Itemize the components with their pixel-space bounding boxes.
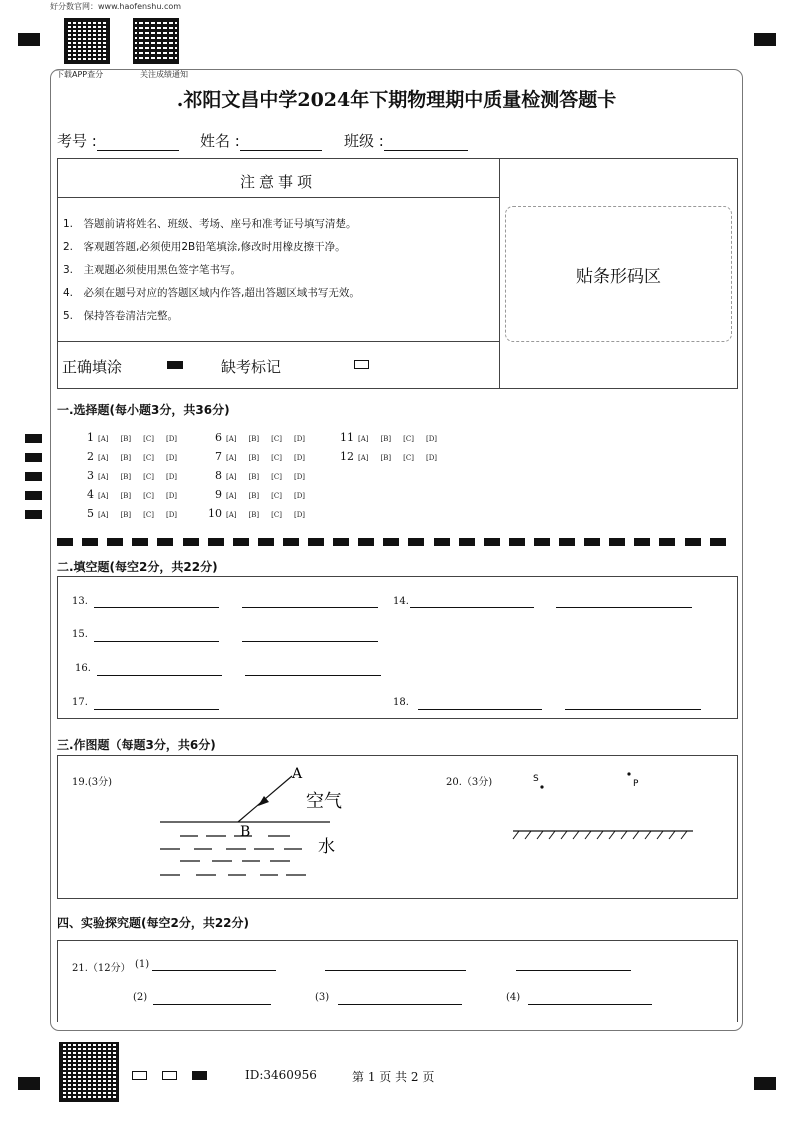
mc-option-bubble[interactable]: [C] (403, 435, 414, 443)
mc-question-row (340, 450, 449, 463)
q20-label: 20.（3分) (446, 777, 493, 788)
absent-label: 缺考标记 (221, 358, 282, 376)
mc-option-bubble[interactable]: [C] (271, 473, 282, 481)
q16-label: 16. (75, 663, 91, 674)
notice-heading: 注意事项 (239, 173, 316, 191)
q14-blank-1[interactable] (410, 607, 534, 608)
mc-option-bubble[interactable]: [D] (425, 435, 438, 443)
sheet-id: ID:3460956 (245, 1068, 317, 1082)
separator-dash (132, 538, 148, 546)
separator-dash (584, 538, 600, 546)
q15-blank-1[interactable] (94, 641, 219, 642)
separator-dash (534, 538, 550, 546)
separator-dash (183, 538, 199, 546)
separator-dash (710, 538, 726, 546)
mc-question-number: 2 (87, 450, 94, 463)
point-b-label: B (240, 824, 251, 840)
mc-question-number: 6 (215, 431, 222, 444)
timing-mark (25, 491, 42, 500)
separator-dash (459, 538, 475, 546)
mc-option-bubble[interactable]: [B] (120, 454, 132, 462)
mc-question-row (208, 488, 317, 501)
separator-dash (57, 538, 73, 546)
timing-mark (25, 434, 42, 443)
separator-dash (383, 538, 399, 546)
mc-option-bubble[interactable]: [A] (98, 454, 109, 462)
separator-dash (82, 538, 98, 546)
mc-question-number: 8 (215, 469, 222, 482)
notice-divider (499, 158, 500, 389)
mc-option-bubble[interactable]: [C] (271, 492, 282, 500)
mc-question-number: 1 (87, 431, 94, 444)
notice-item: 1. 答题前请将姓名、班级、考场、座号和准考证号填写清楚。 (63, 218, 357, 230)
mc-option-bubble[interactable]: [A] (226, 435, 237, 443)
mc-option-bubble[interactable]: [B] (248, 435, 260, 443)
mc-question-row (208, 431, 317, 444)
separator-dash (308, 538, 324, 546)
q21-blank-2[interactable] (153, 1004, 271, 1005)
mc-option-bubble[interactable]: [C] (143, 492, 154, 500)
experiment-box (57, 940, 738, 1022)
separator-dash (233, 538, 249, 546)
point-s-dot (540, 785, 543, 788)
mc-question-number: 11 (340, 431, 354, 444)
mc-option-bubble[interactable]: [A] (226, 473, 237, 481)
section4-heading: 四、实验探究题(每空2分，共22分) (57, 916, 250, 930)
q21-sub4-label: (4) (506, 992, 521, 1003)
separator-dash (509, 538, 525, 546)
separator-dash (484, 538, 500, 546)
q21-blank-3[interactable] (338, 1004, 462, 1005)
mc-option-bubble[interactable]: [B] (248, 492, 260, 500)
timing-mark (25, 510, 42, 519)
mc-option-bubble[interactable]: [B] (248, 511, 260, 519)
refraction-diagram[interactable] (150, 760, 370, 890)
timing-mark (25, 453, 42, 462)
mc-option-bubble[interactable]: [C] (271, 511, 282, 519)
mc-question-row (80, 507, 189, 520)
notice-foot-rule (57, 341, 499, 342)
footer-qr-code (59, 1042, 119, 1102)
mc-question-row (80, 488, 189, 501)
q17-label: 17. (72, 697, 88, 708)
q21-sub3-label: (3) (315, 992, 330, 1003)
mc-question-number: 9 (215, 488, 222, 501)
q21-sub1-label: (1) (135, 959, 150, 970)
q18-label: 18. (393, 697, 409, 708)
separator-dash (283, 538, 299, 546)
q21-sub2-label: (2) (133, 992, 148, 1003)
notify-qr-code (133, 18, 179, 64)
mc-option-bubble[interactable]: [D] (293, 492, 306, 500)
absent-checkbox[interactable] (354, 360, 369, 369)
q16-blank-1[interactable] (97, 675, 222, 676)
correct-fill-example (167, 361, 183, 369)
q18-blank-1[interactable] (418, 709, 542, 710)
class-label: 班级 : (344, 132, 384, 150)
mc-option-bubble[interactable]: [D] (165, 435, 178, 443)
mc-question-number: 3 (87, 469, 94, 482)
mc-question-row (80, 450, 189, 463)
mc-question-number: 10 (208, 507, 222, 520)
mc-option-bubble[interactable]: [A] (226, 511, 237, 519)
mc-option-bubble[interactable]: [D] (165, 454, 178, 462)
mc-question-row (208, 469, 317, 482)
mc-option-bubble[interactable]: [C] (143, 511, 154, 519)
notice-item: 2. 客观题答题,必须使用2B铅笔填涂,修改时用橡皮擦干净。 (63, 241, 346, 253)
notice-item: 4. 必须在题号对应的答题区域内作答,超出答题区域书写无效。 (63, 287, 360, 299)
name-field[interactable] (200, 130, 322, 151)
mc-option-bubble[interactable]: [B] (248, 454, 260, 462)
barcode-area (505, 206, 732, 342)
mc-question-row (340, 431, 449, 444)
water-label: 水 (318, 837, 335, 857)
point-a-label: A (292, 766, 303, 782)
mc-option-bubble[interactable]: [C] (271, 435, 282, 443)
notify-qr-label: 关注成绩通知 (140, 70, 188, 79)
app-qr-label: 下载APP查分 (56, 70, 104, 79)
q14-label: 14. (393, 596, 409, 607)
q21-blank-1[interactable] (152, 970, 276, 971)
mc-option-bubble[interactable]: [A] (98, 492, 109, 500)
section1-heading: 一.选择题(每小题3分，共36分) (57, 403, 230, 417)
q14-blank-2[interactable] (556, 607, 692, 608)
mc-option-bubble[interactable]: [B] (120, 492, 132, 500)
notice-item: 3. 主观题必须使用黑色签字笔书写。 (63, 264, 242, 276)
notice-head-rule (57, 197, 499, 198)
separator-dash (609, 538, 625, 546)
mc-option-bubble[interactable]: [C] (143, 473, 154, 481)
mc-option-bubble[interactable]: [D] (425, 454, 438, 462)
air-label: 空气 (306, 791, 342, 812)
corner-mark-bottom-left (18, 1077, 40, 1090)
point-s-label: S (533, 774, 539, 784)
mc-option-bubble[interactable]: [A] (226, 492, 237, 500)
corner-mark-top-left (18, 33, 40, 46)
footer-box-2 (162, 1071, 177, 1080)
mc-option-bubble[interactable]: [A] (98, 435, 109, 443)
sheet-title: .祁阳文昌中学2024年下期物理期中质量检测答题卡 (176, 89, 617, 111)
mc-option-bubble[interactable]: [D] (165, 492, 178, 500)
mc-option-bubble[interactable]: [D] (293, 435, 306, 443)
mc-question-row (80, 469, 189, 482)
mc-question-number: 4 (87, 488, 94, 501)
mc-option-bubble[interactable]: [C] (403, 454, 414, 462)
mc-option-bubble[interactable]: [A] (358, 454, 369, 462)
mc-option-bubble[interactable]: [B] (120, 511, 132, 519)
separator-dash (434, 538, 450, 546)
q19-label: 19.(3分) (72, 777, 113, 788)
corner-mark-top-right (754, 33, 776, 46)
q15-label: 15. (72, 629, 88, 640)
point-p-dot (627, 772, 630, 775)
mc-option-bubble[interactable]: [A] (358, 435, 369, 443)
mirror-diagram[interactable] (505, 765, 705, 855)
q21-blank-1c[interactable] (516, 970, 631, 971)
class-field[interactable] (344, 130, 468, 151)
separator-dash (685, 538, 701, 546)
separator-dash (258, 538, 274, 546)
mc-option-bubble[interactable]: [B] (248, 473, 260, 481)
correct-fill-label: 正确填涂 (62, 358, 123, 376)
separator-dash (408, 538, 424, 546)
mc-option-bubble[interactable]: [D] (293, 454, 306, 462)
separator-dash (559, 538, 575, 546)
mc-option-bubble[interactable]: [D] (165, 511, 178, 519)
footer-box-1 (132, 1071, 147, 1080)
separator-dash (157, 538, 173, 546)
mc-option-bubble[interactable]: [C] (271, 454, 282, 462)
q13-blank-2[interactable] (242, 607, 378, 608)
name-label: 姓名 : (200, 132, 240, 150)
mc-question-number: 12 (340, 450, 354, 463)
mc-option-bubble[interactable]: [B] (120, 435, 132, 443)
app-qr-code (64, 18, 110, 64)
section2-heading: 二.填空题(每空2分，共22分) (57, 560, 218, 574)
q17-blank[interactable] (94, 709, 219, 710)
water-dashes (160, 836, 306, 875)
mc-question-row (208, 507, 317, 520)
separator-dash (333, 538, 349, 546)
barcode-label: 贴条形码区 (576, 266, 661, 287)
section3-heading: 三.作图题（每题3分，共6分) (57, 738, 216, 752)
q18-blank-2[interactable] (565, 709, 701, 710)
separator-dash (634, 538, 650, 546)
exam-number-field[interactable] (57, 130, 179, 151)
separator-dash (107, 538, 123, 546)
corner-mark-bottom-right (754, 1077, 776, 1090)
exam-number-label: 考号 : (57, 132, 97, 150)
mc-question-row (80, 431, 189, 444)
mc-option-bubble[interactable]: [A] (226, 454, 237, 462)
footer-box-filled (192, 1071, 207, 1080)
q13-label: 13. (72, 596, 88, 607)
notice-item: 5. 保持答卷清洁完整。 (63, 310, 179, 322)
point-p-label: P (633, 779, 639, 789)
mc-question-number: 7 (215, 450, 222, 463)
mc-option-bubble[interactable]: [B] (380, 435, 392, 443)
mc-option-bubble[interactable]: [A] (98, 473, 109, 481)
mc-option-bubble[interactable]: [D] (165, 473, 178, 481)
mc-question-row (208, 450, 317, 463)
timing-mark (25, 472, 42, 481)
mc-option-bubble[interactable]: [D] (293, 511, 306, 519)
mc-question-number: 5 (87, 507, 94, 520)
page-indicator: 第 1 页 共 2 页 (352, 1070, 435, 1084)
site-note: 好分数官网：www.haofenshu.com (50, 2, 182, 11)
separator-dash (659, 538, 675, 546)
mc-option-bubble[interactable]: [B] (380, 454, 392, 462)
mc-option-bubble[interactable]: [B] (120, 473, 132, 481)
mirror-hatching (513, 831, 687, 839)
q21-blank-4[interactable] (528, 1004, 652, 1005)
mc-option-bubble[interactable]: [A] (98, 511, 109, 519)
mc-option-bubble[interactable]: [C] (143, 454, 154, 462)
mc-option-bubble[interactable]: [D] (293, 473, 306, 481)
q15-blank-2[interactable] (242, 641, 378, 642)
separator-dash (208, 538, 224, 546)
q16-blank-2[interactable] (245, 675, 381, 676)
separator-dash (358, 538, 374, 546)
q13-blank-1[interactable] (94, 607, 219, 608)
q21-blank-1b[interactable] (325, 970, 466, 971)
mc-option-bubble[interactable]: [C] (143, 435, 154, 443)
q21-label: 21.（12分） (72, 963, 131, 974)
